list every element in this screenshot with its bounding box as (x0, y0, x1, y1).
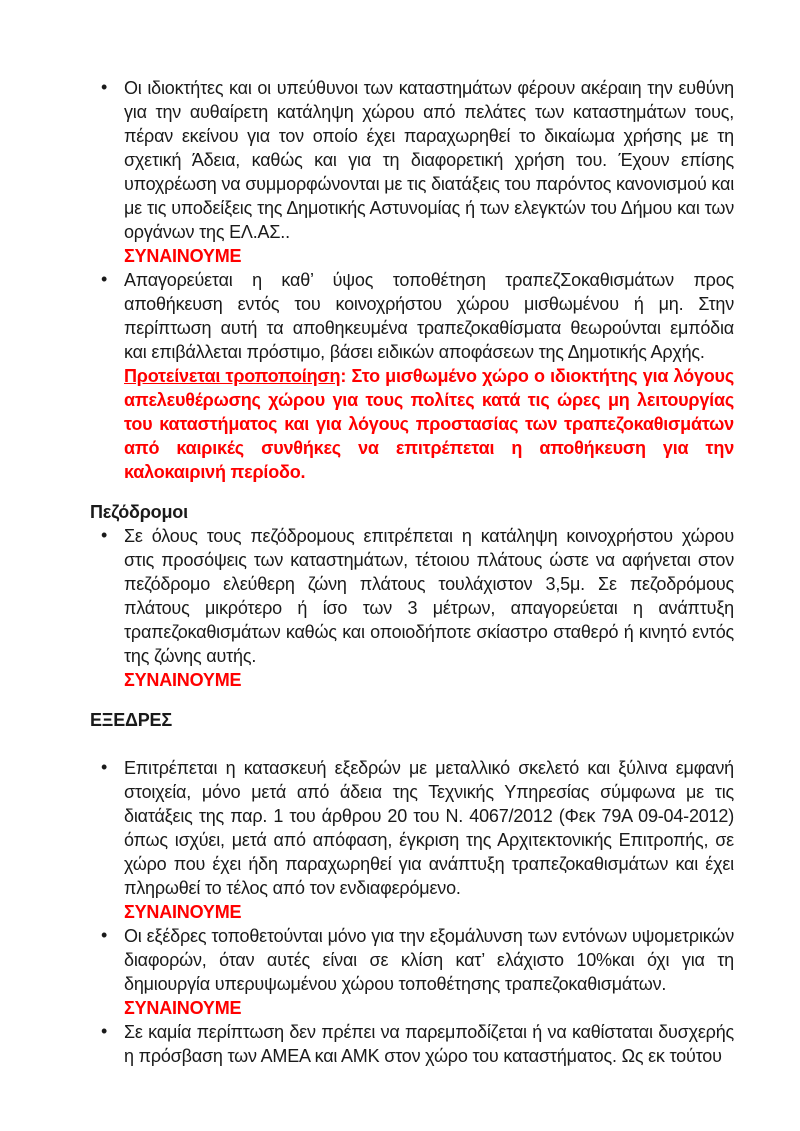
section-heading: ΕΞΕΔΡΕΣ (90, 710, 172, 730)
consent-label: ΣΥΝΑΙΝΟΥΜΕ (124, 902, 242, 922)
bullet-text (124, 270, 734, 362)
text-run: Σε όλους τους πεζόδρομους επιτρέπεται η κατάληψη κοινοχρήστου χώρου στις προσόψεις των καταστημάτων, τέτοιου πλάτους ώστε να αφήνεται στον πεζόδρομο ελεύθερη ζώνη πλάτους τουλάχιστον 3,5μ. Σε πεζοδρόμους πλάτους μικρότερο ή ίσο των 3 μέτρων, απαγορεύεται η ανάπτυξη τραπεζοκαθισμάτων καθώς και οποιοδήποτε σκίαστρο σταθερό ή κινητό εντός της ζώνης αυτής. (124, 526, 734, 666)
bullet-icon: • (101, 525, 108, 545)
bullet-text (124, 758, 734, 898)
bullet-icon: • (101, 77, 108, 97)
text-run: : (340, 366, 352, 386)
bullet-icon: • (101, 757, 108, 777)
consent-label: ΣΥΝΑΙΝΟΥΜΕ (124, 998, 242, 1018)
text-run: Επιτρέπεται η κατασκευή εξεδρών με μεταλλικό σκελετό και ξύλινα εμφανή στοιχεία, μόνο μετά από άδεια της Τεχνικής Υπηρεσίας σύμφωνα με τις διατάξεις της παρ. 1 του άρθρου 20 του Ν. 4067/2012 (Φεκ 79Α 09-04-2012) όπως ισχύει, μετά από απόφαση, έγκριση της Αρχιτεκτονικής Επιτροπής, σε χώρο που έχει ήδη παραχωρηθεί για ανάπτυξη τραπεζοκαθισμάτων και έχει πληρωθεί το τέλος από τον ενδιαφερόμενο. (124, 758, 734, 898)
bullet-item (90, 756, 734, 900)
bullet-item (90, 524, 734, 668)
bullet-item (90, 268, 734, 364)
bullet-item (90, 76, 734, 244)
bullet-text (124, 78, 734, 242)
bullet-icon: • (101, 1021, 108, 1041)
bullet-text (124, 526, 734, 666)
text-run: Οι ιδιοκτήτες και οι υπεύθυνοι των καταστημάτων φέρουν ακέραιη την ευθύνη για την αυθαίρετη κατάληψη χώρου από πελάτες των καταστημάτων τους, πέραν εκείνου για τον οποίο έχει παραχωρηθεί το δικαίωμα χρήσης με τη σχετική Άδεια, καθώς και για τη διαφορετική χρήση του. Έχουν επίσης υποχρέωση να συμμορφώνονται με τις διατάξεις του παρόντος κανονισμού και με τις υποδείξεις της Δημοτικής Αστυνομίας ή των ελεγκτών του Δήμου και των οργάνων της ΕΛ.ΑΣ.. (124, 78, 734, 242)
text-run: Στο μισθωμένο χώρο ο ιδιοκτήτης για λόγους απελευθέρωσης χώρου για τους πολίτες κατά τις ώρες μη λειτουργίας του καταστήματος και για λόγους προστασίας των τραπεζοκαθισμάτων από καιρικές συνθήκες να επιτρέπεται η αποθήκευση για την καλοκαιρινή περίοδο. (124, 366, 734, 482)
bullet-icon: • (101, 269, 108, 289)
bullet-item (90, 924, 734, 996)
consent-label: ΣΥΝΑΙΝΟΥΜΕ (124, 246, 242, 266)
bullet-text (124, 1022, 734, 1066)
bullet-item (90, 1020, 734, 1068)
proposal-paragraph (124, 364, 734, 484)
bullet-text (124, 926, 734, 994)
bullet-icon: • (101, 925, 108, 945)
section-heading: Πεζόδρομοι (90, 502, 188, 522)
consent-label: ΣΥΝΑΙΝΟΥΜΕ (124, 670, 242, 690)
text-run: Οι εξέδρες τοποθετούνται μόνο για την εξομάλυνση των εντόνων υψομετρικών διαφορών, όταν αυτές είναι σε κλίση κατ’ ελάχιστο 10%και όχι για τη δημιουργία υπερυψωμένου χώρου τοποθέτησης τραπεζοκαθισμάτων. (124, 926, 734, 994)
text-run: Απαγορεύεται η καθ’ ύψος τοποθέτηση τραπεζΣοκαθισμάτων προς αποθήκευση εντός του κοινοχρήστου χώρου μισθωμένου ή μη. Στην περίπτωση αυτή τα αποθηκευμένα τραπεζοκαθίσματα θεωρούνται εμπόδια και επιβάλλεται πρόστιμο, βάσει ειδικών αποφάσεων της Δημοτικής Αρχής. (124, 270, 734, 362)
text-run: Σε καμία περίπτωση δεν πρέπει να παρεμποδίζεται ή να καθίσταται δυσχερής η πρόσβαση των ΑΜΕΑ και ΑΜΚ στον χώρο του καταστήματος. Ως εκ τούτου (124, 1022, 734, 1066)
document-body (90, 76, 734, 1068)
text-run: Προτείνεται τροποποίηση (124, 366, 341, 386)
